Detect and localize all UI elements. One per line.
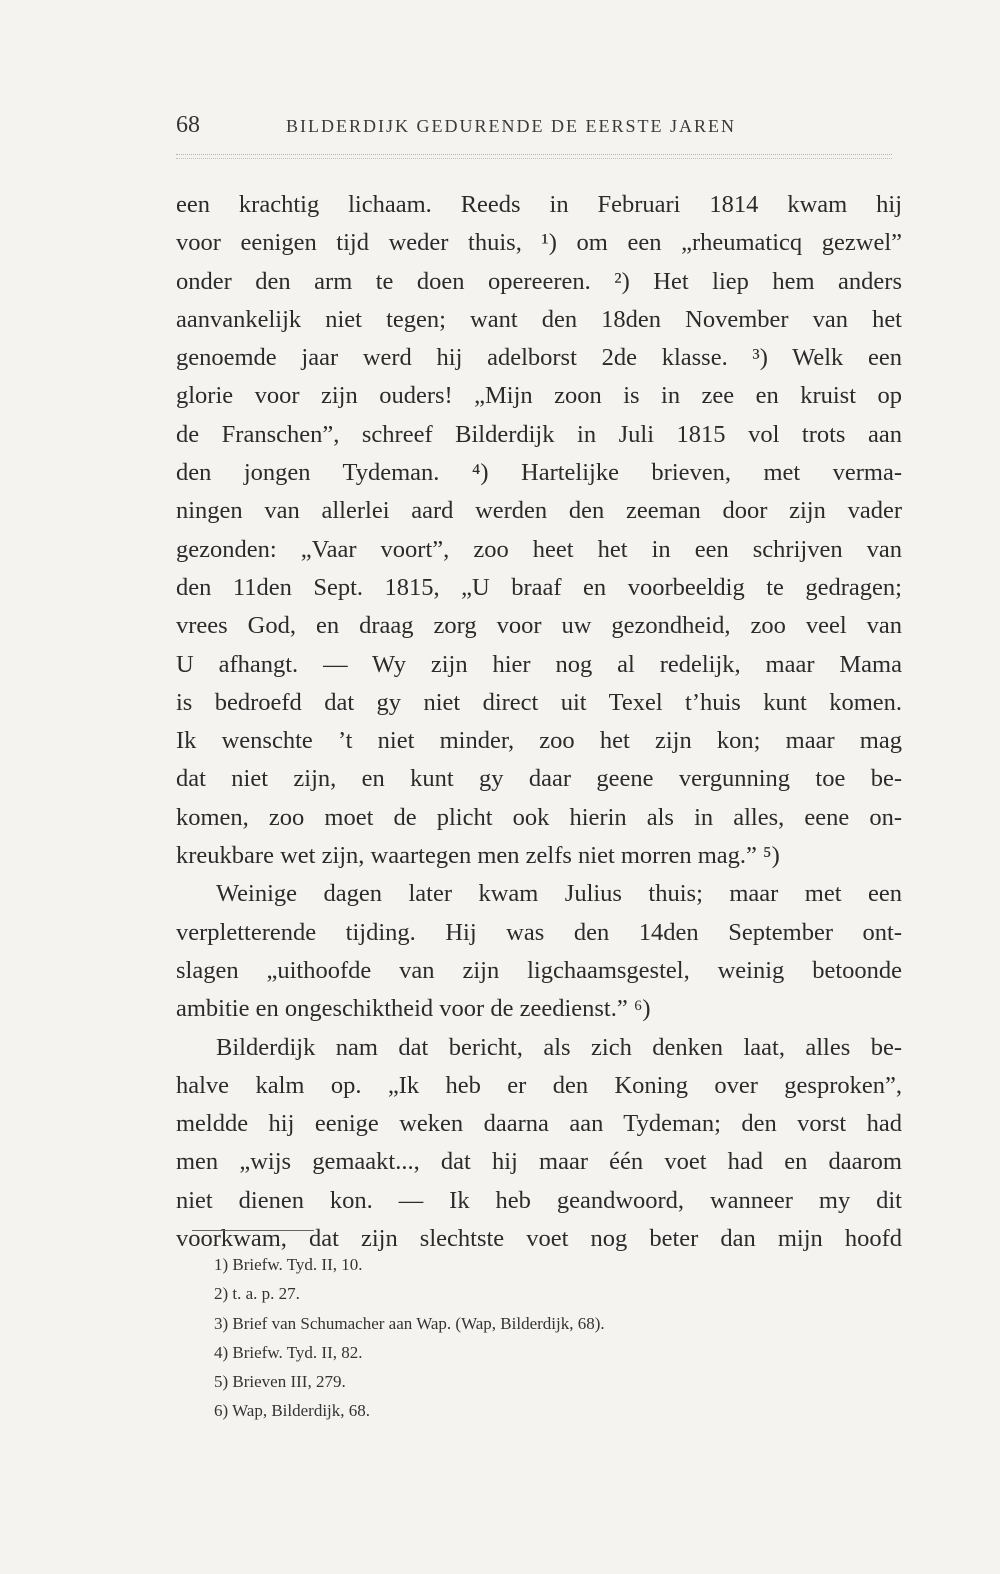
- text-line: dat niet zijn, en kunt gy daar geene vergunning toe be-: [176, 765, 902, 793]
- text-line: kreukbare wet zijn, waartegen men zelfs niet morren mag.” ⁵): [176, 842, 780, 870]
- running-head: BILDERDIJK GEDURENDE DE EERSTE JAREN: [286, 116, 736, 136]
- text-line: gezonden: „Vaar voort”, zoo heet het in een schrijven van: [176, 535, 902, 563]
- text-line: ningen van allerlei aard werden den zeeman door zijn vader: [176, 497, 902, 525]
- text-line: de Franschen”, schreef Bilderdijk in Juli 1815 vol trots aan: [176, 420, 902, 448]
- text-line: verpletterende tijding. Hij was den 14den September ont-: [176, 918, 902, 946]
- footnote: 4) Briefw. Tyd. II, 82.: [214, 1342, 363, 1362]
- text-line: Weinige dagen later kwam Julius thuis; maar met een: [216, 880, 902, 908]
- text-line: voor eenigen tijd weder thuis, ¹) om een „rheumaticq gezwel”: [176, 229, 902, 257]
- text-line: een krachtig lichaam. Reeds in Februari 1814 kwam hij: [176, 191, 902, 218]
- text-line: aanvankelijk niet tegen; want den 18den November van het: [176, 305, 902, 333]
- text-line: ambitie en ongeschiktheid voor de zeedienst.” ⁶): [176, 995, 651, 1023]
- page-number: 68: [176, 112, 200, 138]
- text-line: U afhangt. — Wy zijn hier nog al redelijk, maar Mama: [176, 650, 902, 678]
- footnote: 1) Briefw. Tyd. II, 10.: [214, 1255, 363, 1274]
- text-line: genoemde jaar werd hij adelborst 2de klasse. ³) Welk een: [176, 344, 902, 372]
- text-line: meldde hij eenige weken daarna aan Tydeman; den vorst had: [176, 1110, 902, 1138]
- text-line: men „wijs gemaakt..., dat hij maar één voet had en daarom: [176, 1148, 902, 1176]
- footnotes: [214, 1250, 814, 1426]
- footnote: 6) Wap, Bilderdijk, 68.: [214, 1401, 371, 1421]
- text-line: halve kalm op. „Ik heb er den Koning over gesproken”,: [176, 1071, 902, 1099]
- header-rule: [176, 154, 892, 159]
- text-line: vrees God, en draag zorg voor uw gezondheid, zoo veel van: [176, 612, 902, 640]
- page-header: [176, 112, 892, 148]
- text-line: Bilderdijk nam dat bericht, als zich denken laat, alles be-: [216, 1033, 902, 1061]
- footnote: 3) Brief van Schumacher aan Wap. (Wap, Bilderdijk, 68).: [214, 1313, 605, 1333]
- body-text: [176, 186, 902, 1258]
- text-line: glorie voor zijn ouders! „Mijn zoon is in zee en kruist op: [176, 382, 902, 410]
- footnote: 5) Brieven III, 279.: [214, 1372, 346, 1392]
- text-line: niet dienen kon. — Ik heb geandwoord, wanneer my dit: [176, 1186, 902, 1214]
- text-line: den jongen Tydeman. ⁴) Hartelijke brieven, met verma-: [176, 459, 902, 487]
- text-line: onder den arm te doen opereeren. ²) Het liep hem anders: [176, 267, 902, 295]
- text-line: Ik wenschte ’t niet minder, zoo het zijn kon; maar mag: [176, 727, 902, 755]
- text-line: komen, zoo moet de plicht ook hierin als in alles, eene on-: [176, 803, 902, 831]
- text-line: is bedroefd dat gy niet direct uit Texel t’huis kunt komen.: [176, 688, 902, 716]
- text-line: slagen „uithoofde van zijn ligchaamsgestel, weinig betoonde: [176, 956, 902, 984]
- text-line: den 11den Sept. 1815, „U braaf en voorbeeldig te gedragen;: [176, 573, 902, 601]
- footnote-rule: [192, 1230, 314, 1231]
- footnote: 2) t. a. p. 27.: [214, 1284, 300, 1304]
- text-line: voorkwam, dat zijn slechtste voet nog beter dan mijn hoofd: [176, 1225, 902, 1253]
